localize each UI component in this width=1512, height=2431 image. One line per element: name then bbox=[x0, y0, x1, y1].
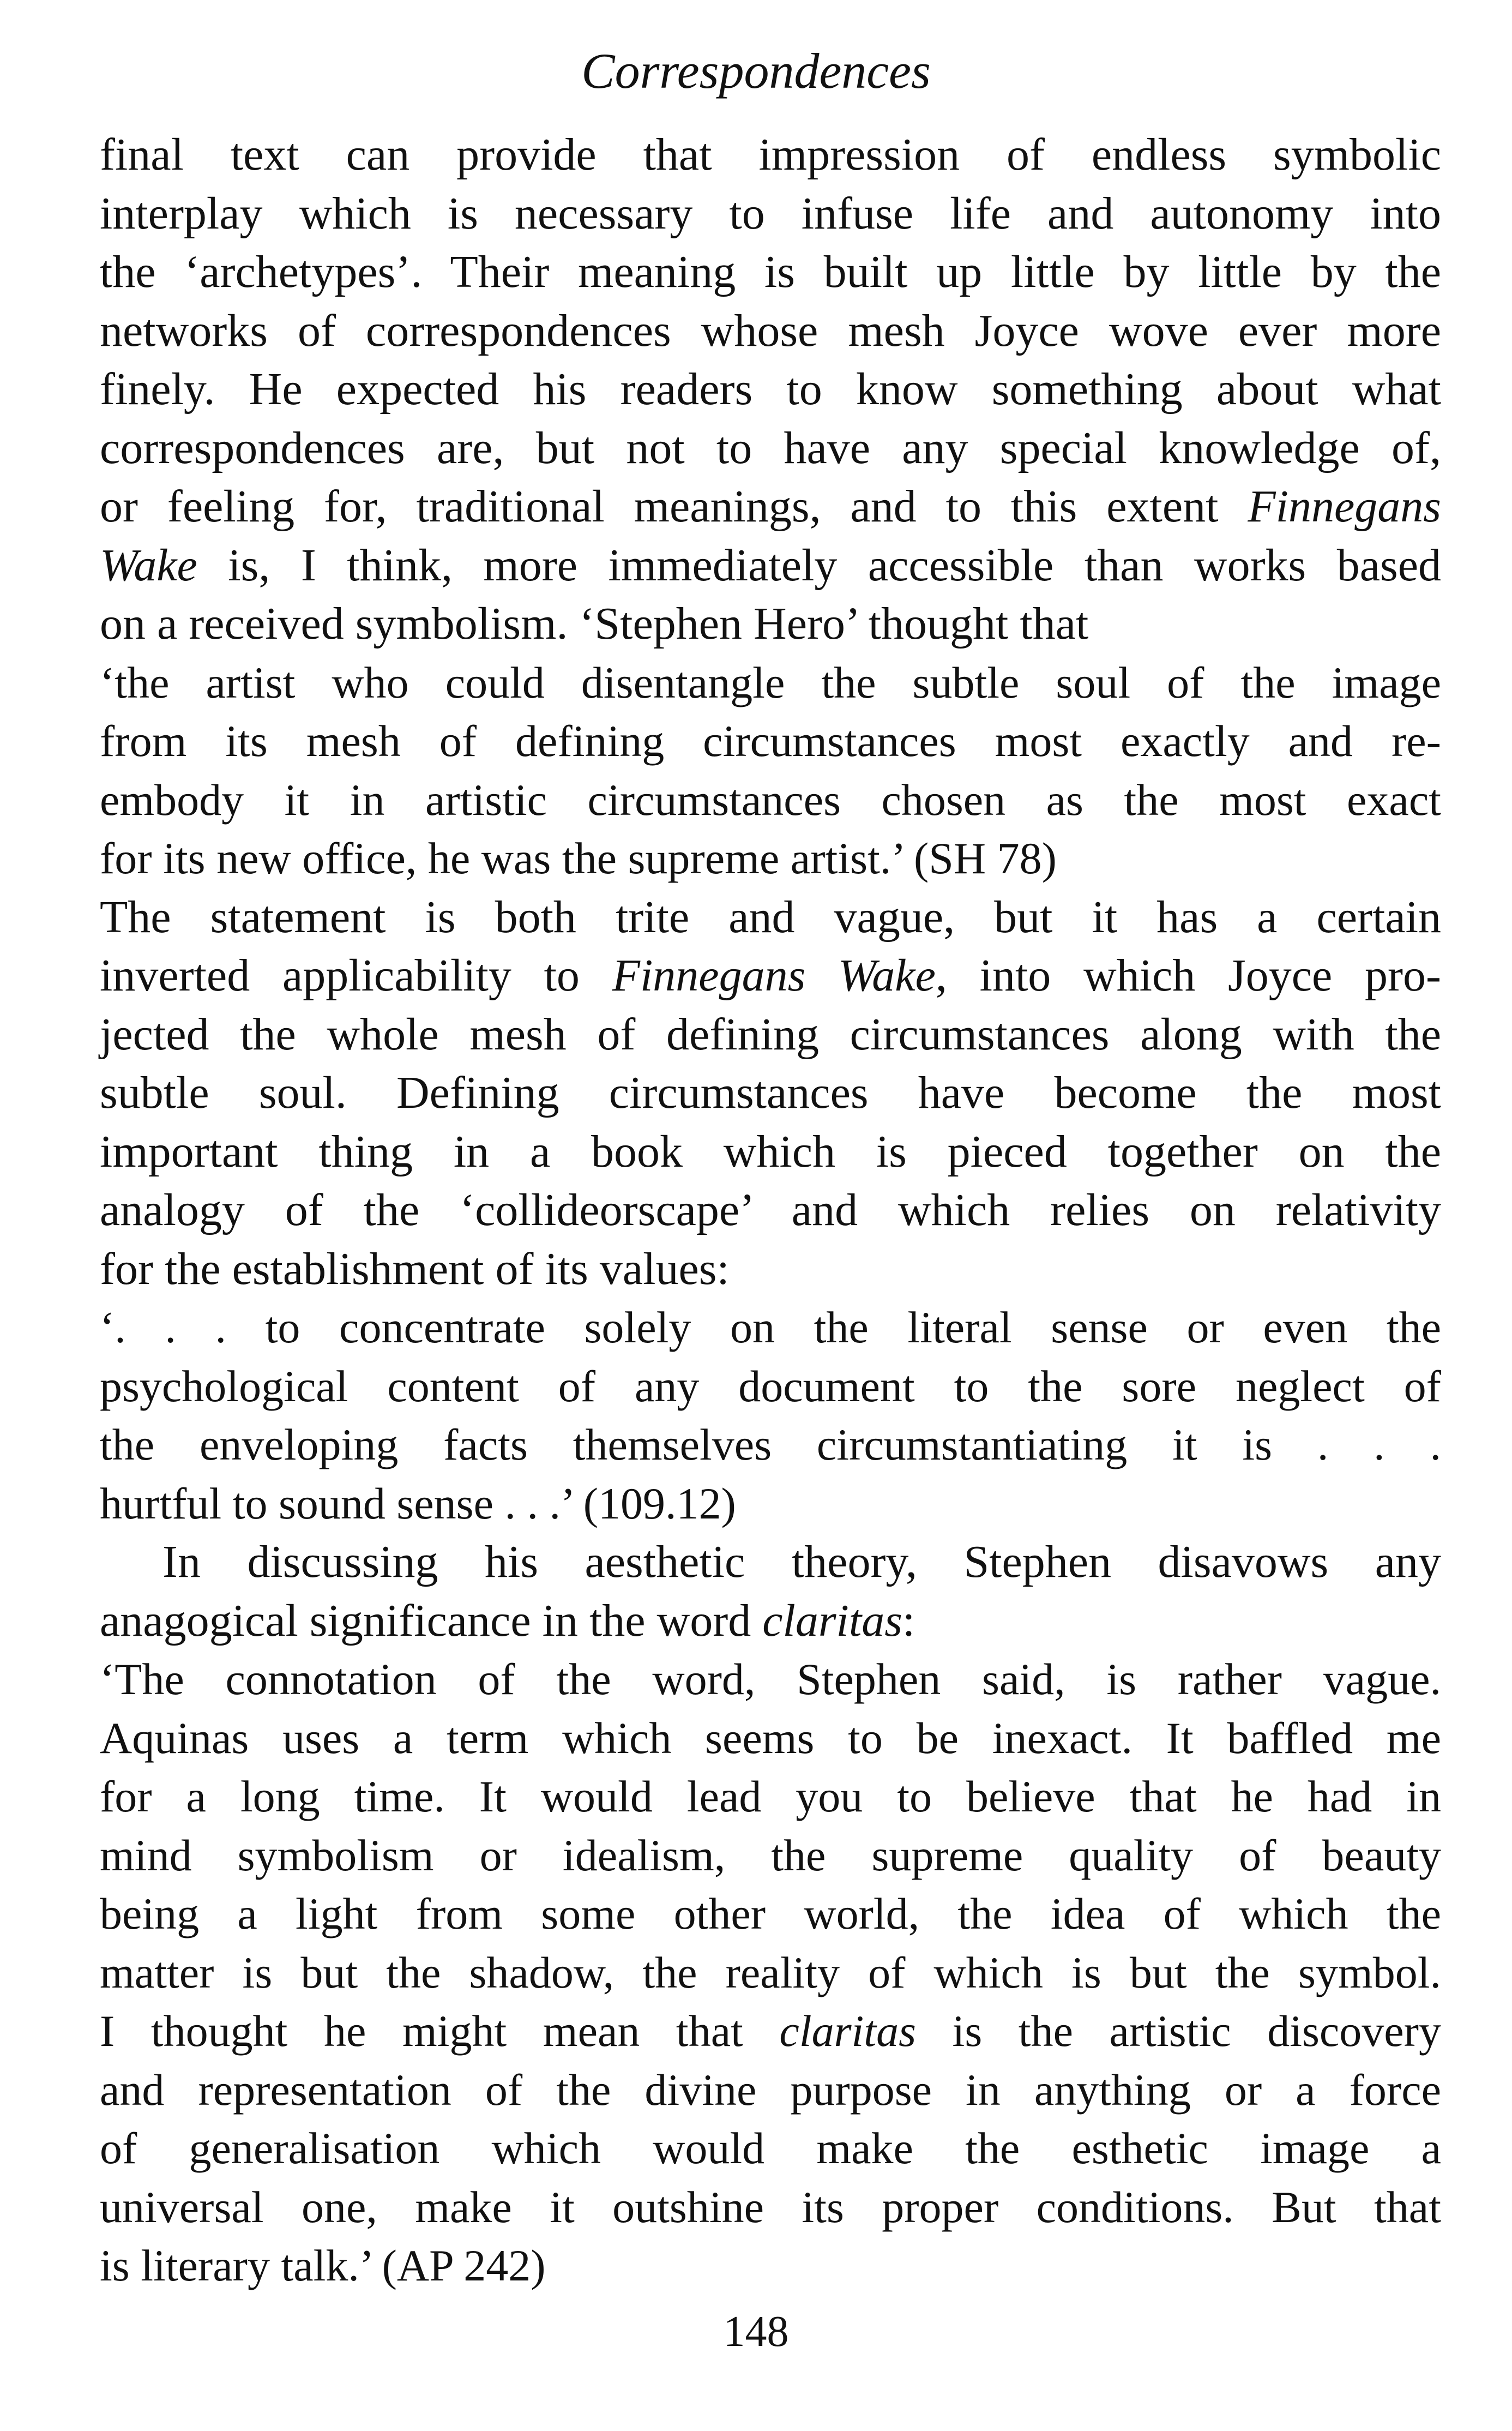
block-quote bbox=[100, 653, 1441, 888]
quote-line: universal one, make it outshine its proper conditions. But that bbox=[100, 2182, 1441, 2232]
quote-line: embody it in artistic circumstances chosen as the most exact bbox=[100, 775, 1441, 825]
quote-line: ‘the artist who could disentangle the subtle soul of the image bbox=[100, 657, 1441, 707]
quote-line: mind symbolism or idealism, the supreme quality of beauty bbox=[100, 1830, 1441, 1880]
quote-line: is literary talk.’ (AP 242) bbox=[100, 2241, 546, 2290]
text-line: subtle soul. Defining circumstances have become the most bbox=[100, 1067, 1441, 1118]
quote-line: psychological content of any document to the sore neglect of bbox=[100, 1361, 1441, 1411]
text-line: or feeling for, traditional meanings, and to this extent Finnegans bbox=[100, 481, 1441, 532]
block-quote bbox=[100, 1298, 1441, 1533]
text-line: for the establishment of its values: bbox=[100, 1243, 730, 1294]
page-number: 148 bbox=[723, 2308, 789, 2356]
quote-line: ‘The connotation of the word, Stephen said, is rather vague. bbox=[100, 1654, 1441, 1704]
text-line: interplay which is necessary to infuse life and autonomy into bbox=[100, 188, 1441, 239]
quote-line: Aquinas uses a term which seems to be inexact. It baffled me bbox=[100, 1713, 1441, 1763]
text-line: correspondences are, but not to have any special knowledge of, bbox=[100, 422, 1441, 473]
quote-line: of generalisation which would make the esthetic image a bbox=[100, 2123, 1441, 2173]
text-line: on a received symbolism. ‘Stephen Hero’ thought that bbox=[100, 598, 1089, 649]
text-line: important thing in a book which is pieced together on the bbox=[100, 1126, 1441, 1177]
text-line: analogy of the ‘collideorscape’ and which relies on relativity bbox=[100, 1185, 1441, 1235]
text-line: networks of correspondences whose mesh Joyce wove ever more bbox=[100, 305, 1441, 356]
text-line: the ‘archetypes’. Their meaning is built up little by little by the bbox=[100, 247, 1441, 297]
quote-line: the enveloping facts themselves circumstantiating it is . . . bbox=[100, 1420, 1441, 1469]
quote-line: hurtful to sound sense . . .’ (109.12) bbox=[100, 1478, 736, 1528]
quote-line: from its mesh of defining circumstances most exactly and re- bbox=[100, 716, 1441, 766]
text-line: finely. He expected his readers to know something about what bbox=[100, 364, 1441, 415]
quote-line: I thought he might mean that claritas is the artistic discovery bbox=[100, 2006, 1441, 2056]
quote-line: being a light from some other world, the idea of which the bbox=[100, 1889, 1441, 1938]
quote-line: for a long time. It would lead you to believe that he had in bbox=[100, 1772, 1441, 1821]
text-line: jected the whole mesh of defining circumstances along with the bbox=[100, 1009, 1441, 1060]
text-line: anagogical significance in the word claritas: bbox=[100, 1595, 915, 1646]
text-line: final text can provide that impression of endless symbolic bbox=[100, 129, 1441, 180]
quote-line: for its new office, he was the supreme artist.’ (SH 78) bbox=[100, 833, 1057, 883]
block-quote bbox=[100, 1650, 1441, 2295]
quote-line: ‘. . . to concentrate solely on the literal sense or even the bbox=[100, 1302, 1441, 1352]
quote-line: and representation of the divine purpose in anything or a force bbox=[100, 2064, 1441, 2115]
paragraph-first-line: In discussing his aesthetic theory, Stephen disavows any bbox=[162, 1536, 1441, 1587]
text-line: inverted applicability to Finnegans Wake, into which Joyce pro- bbox=[100, 950, 1441, 1001]
text-line: The statement is both trite and vague, but it has a certain bbox=[100, 891, 1441, 943]
page-body bbox=[100, 125, 1441, 2295]
running-head: Correspondences bbox=[581, 43, 931, 99]
quote-line: matter is but the shadow, the reality of which is but the symbol. bbox=[100, 1947, 1441, 1997]
text-line: Wake is, I think, more immediately accessible than works based bbox=[100, 539, 1441, 591]
